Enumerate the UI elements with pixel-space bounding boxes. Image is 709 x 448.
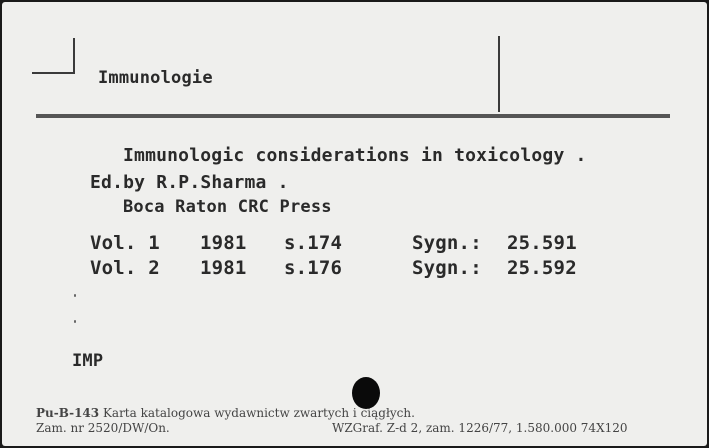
signature-label: Sygn.: (412, 257, 482, 279)
vertical-rule (498, 36, 500, 112)
form-description: Karta katalogowa wydawnictw zwartych i ciągłych. (102, 406, 415, 420)
volume-pages: s.176 (284, 257, 343, 279)
subject-heading: Immunologie (98, 68, 213, 88)
publisher-line: Boca Raton CRC Press (123, 197, 332, 217)
horizontal-rule (36, 114, 670, 118)
volume-label: Vol. 2 (90, 257, 160, 279)
ink-speck (74, 294, 76, 297)
volume-year: 1981 (200, 232, 247, 254)
ink-speck (74, 320, 76, 323)
form-code: Pu-B-143 (36, 406, 100, 420)
volume-row (90, 232, 577, 254)
punch-hole (352, 377, 380, 409)
signature-number: 25.591 (507, 232, 577, 254)
footer-order-number: Zam. nr 2520/DW/On. (36, 421, 170, 435)
footer-printer-info: WZGraf. Z-d 2, zam. 1226/77, 1.580.000 74X120 (332, 421, 628, 435)
volume-label: Vol. 1 (90, 232, 160, 254)
footer-form-line (36, 406, 415, 420)
volume-pages: s.174 (284, 232, 343, 254)
editor-line: Ed.by R.P.Sharma . (90, 172, 289, 193)
volume-row (90, 257, 577, 279)
corner-mark-vertical (73, 38, 75, 74)
book-title: Immunologic considerations in toxicology . (123, 145, 587, 166)
signature-number: 25.592 (507, 257, 577, 279)
volume-year: 1981 (200, 257, 247, 279)
corner-mark-horizontal (32, 72, 74, 74)
catalog-card (2, 2, 707, 446)
note-imp: IMP (72, 351, 104, 371)
signature-label: Sygn.: (412, 232, 482, 254)
